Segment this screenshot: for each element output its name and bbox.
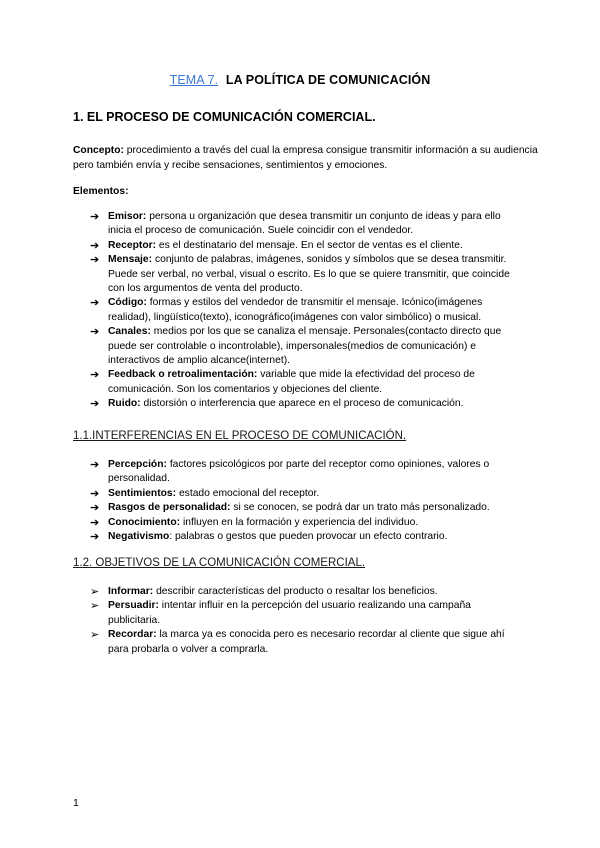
arrow-icon: ➔ <box>90 502 100 515</box>
arrow-icon: ➔ <box>90 326 100 339</box>
item-term: Receptor: <box>108 239 157 251</box>
item-desc: es el destinatario del mensaje. En el sector de ventas es el cliente. <box>156 239 463 251</box>
list-item <box>0 458 523 487</box>
list-item <box>0 368 523 397</box>
item-term: Sentimientos: <box>108 487 177 499</box>
title-text: LA POLÍTICA DE COMUNICACIÓN <box>225 73 431 87</box>
item-desc: persona u organización que desea transmitir un conjunto de ideas y para ello inicia el proceso de comunicación. Suele coincidir con el vendedor. <box>108 211 501 237</box>
section-heading-1: 1. EL PROCESO DE COMUNICACIÓN COMERCIAL. <box>73 110 376 124</box>
item-desc: formas y estilos del vendedor de transmitir el mensaje. Icónico(imágenes realidad), lingüístico(texto), iconográfico(imágenes con valor simbólico) o musical. <box>108 297 483 323</box>
section-heading-1-2: 1.2. OBJETIVOS DE LA COMUNICACIÓN COMERCIAL. <box>73 557 366 569</box>
item-term: Percepción: <box>108 459 167 470</box>
list-item <box>0 628 523 657</box>
concepto-label: Concepto: <box>73 145 124 156</box>
arrow-icon: ➔ <box>90 254 100 267</box>
list-item <box>0 210 523 239</box>
item-term: Feedback o retroalimentación: <box>108 369 258 381</box>
list-item <box>0 325 523 368</box>
item-desc: : palabras o gestos que pueden provocar un efecto contrario. <box>169 531 448 543</box>
item-desc: describir características del producto o resaltar los beneficios. <box>153 586 438 597</box>
elementos-list <box>0 210 600 412</box>
interferencias-list <box>0 458 600 544</box>
arrow-icon: ➔ <box>90 398 100 411</box>
objetivos-list <box>0 585 600 657</box>
concepto-text: procedimiento a través del cual la empresa consigue transmitir información a su audiencia pero también envía y recibe sensaciones, sentimientos y emociones. <box>73 145 538 171</box>
section-heading-1-1: 1.1.INTERFERENCIAS EN EL PROCESO DE COMUNICACIÓN. <box>73 430 407 442</box>
item-desc: intentar influir en la percepción del usuario realizando una campaña publicitaria. <box>108 600 471 626</box>
item-term: Informar: <box>108 586 154 597</box>
item-term: Canales: <box>108 326 151 338</box>
item-desc: medios por los que se canaliza el mensaje. Personales(contacto directo que puede ser controlable o incontrolable), impersonales(medios de comunicación) e interactivos de amplio alcance(internet). <box>108 326 502 367</box>
arrow-icon: ➔ <box>90 239 100 252</box>
item-term: Negativismo <box>108 531 170 543</box>
list-item <box>0 599 523 628</box>
arrowhead-icon: ➢ <box>90 629 100 642</box>
item-term: Código: <box>108 297 147 309</box>
arrowhead-icon: ➢ <box>90 600 100 613</box>
item-desc: conjunto de palabras, imágenes, sonidos y símbolos que se desea transmitir. Puede ser verbal, no verbal, visual o escrito. Es lo que se quiere transmitir, que coincide con los argumentos de venta del producto. <box>108 254 510 295</box>
item-desc: estado emocional del receptor. <box>176 487 320 499</box>
arrowhead-icon: ➢ <box>90 586 100 598</box>
list-item <box>0 585 523 599</box>
list-item <box>0 239 523 253</box>
arrow-icon: ➔ <box>90 459 100 471</box>
list-item <box>0 397 523 411</box>
item-term: Ruido: <box>108 398 141 410</box>
list-item <box>0 487 523 501</box>
page-number: 1 <box>73 797 79 809</box>
arrow-icon: ➔ <box>90 487 100 500</box>
item-desc: si se conocen, se podrá dar un trato más personalizado. <box>230 502 490 514</box>
page-title <box>0 73 600 87</box>
arrow-icon: ➔ <box>90 297 100 310</box>
elementos-heading: Elementos: <box>73 186 129 197</box>
item-term: Rasgos de personalidad: <box>108 502 231 514</box>
list-item <box>0 253 523 296</box>
arrow-icon: ➔ <box>90 531 100 544</box>
arrow-icon: ➔ <box>90 516 100 529</box>
item-term: Persuadir: <box>108 600 159 612</box>
concepto-paragraph <box>73 144 543 173</box>
arrow-icon: ➔ <box>90 211 100 223</box>
item-desc: variable que mide la efectividad del proceso de comunicación. Son los comentarios y objeciones del cliente. <box>108 369 475 395</box>
list-item <box>0 296 523 325</box>
item-term: Emisor: <box>108 211 147 222</box>
list-item <box>0 501 523 515</box>
item-desc: distorsión o interferencia que aparece en el proceso de comunicación. <box>140 398 464 410</box>
topic-link[interactable]: TEMA 7. <box>169 73 219 87</box>
item-desc: la marca ya es conocida pero es necesario recordar al cliente que sigue ahí para probarla o volver a comprarla. <box>108 629 505 655</box>
item-term: Conocimiento: <box>108 516 181 528</box>
item-term: Recordar: <box>108 629 157 641</box>
list-item <box>0 530 523 544</box>
item-desc: influyen en la formación y experiencia del individuo. <box>180 516 419 528</box>
list-item <box>0 516 523 530</box>
item-term: Mensaje: <box>108 254 153 266</box>
item-desc: factores psicológicos por parte del receptor como opiniones, valores o personalidad. <box>108 459 490 485</box>
arrow-icon: ➔ <box>90 369 100 382</box>
